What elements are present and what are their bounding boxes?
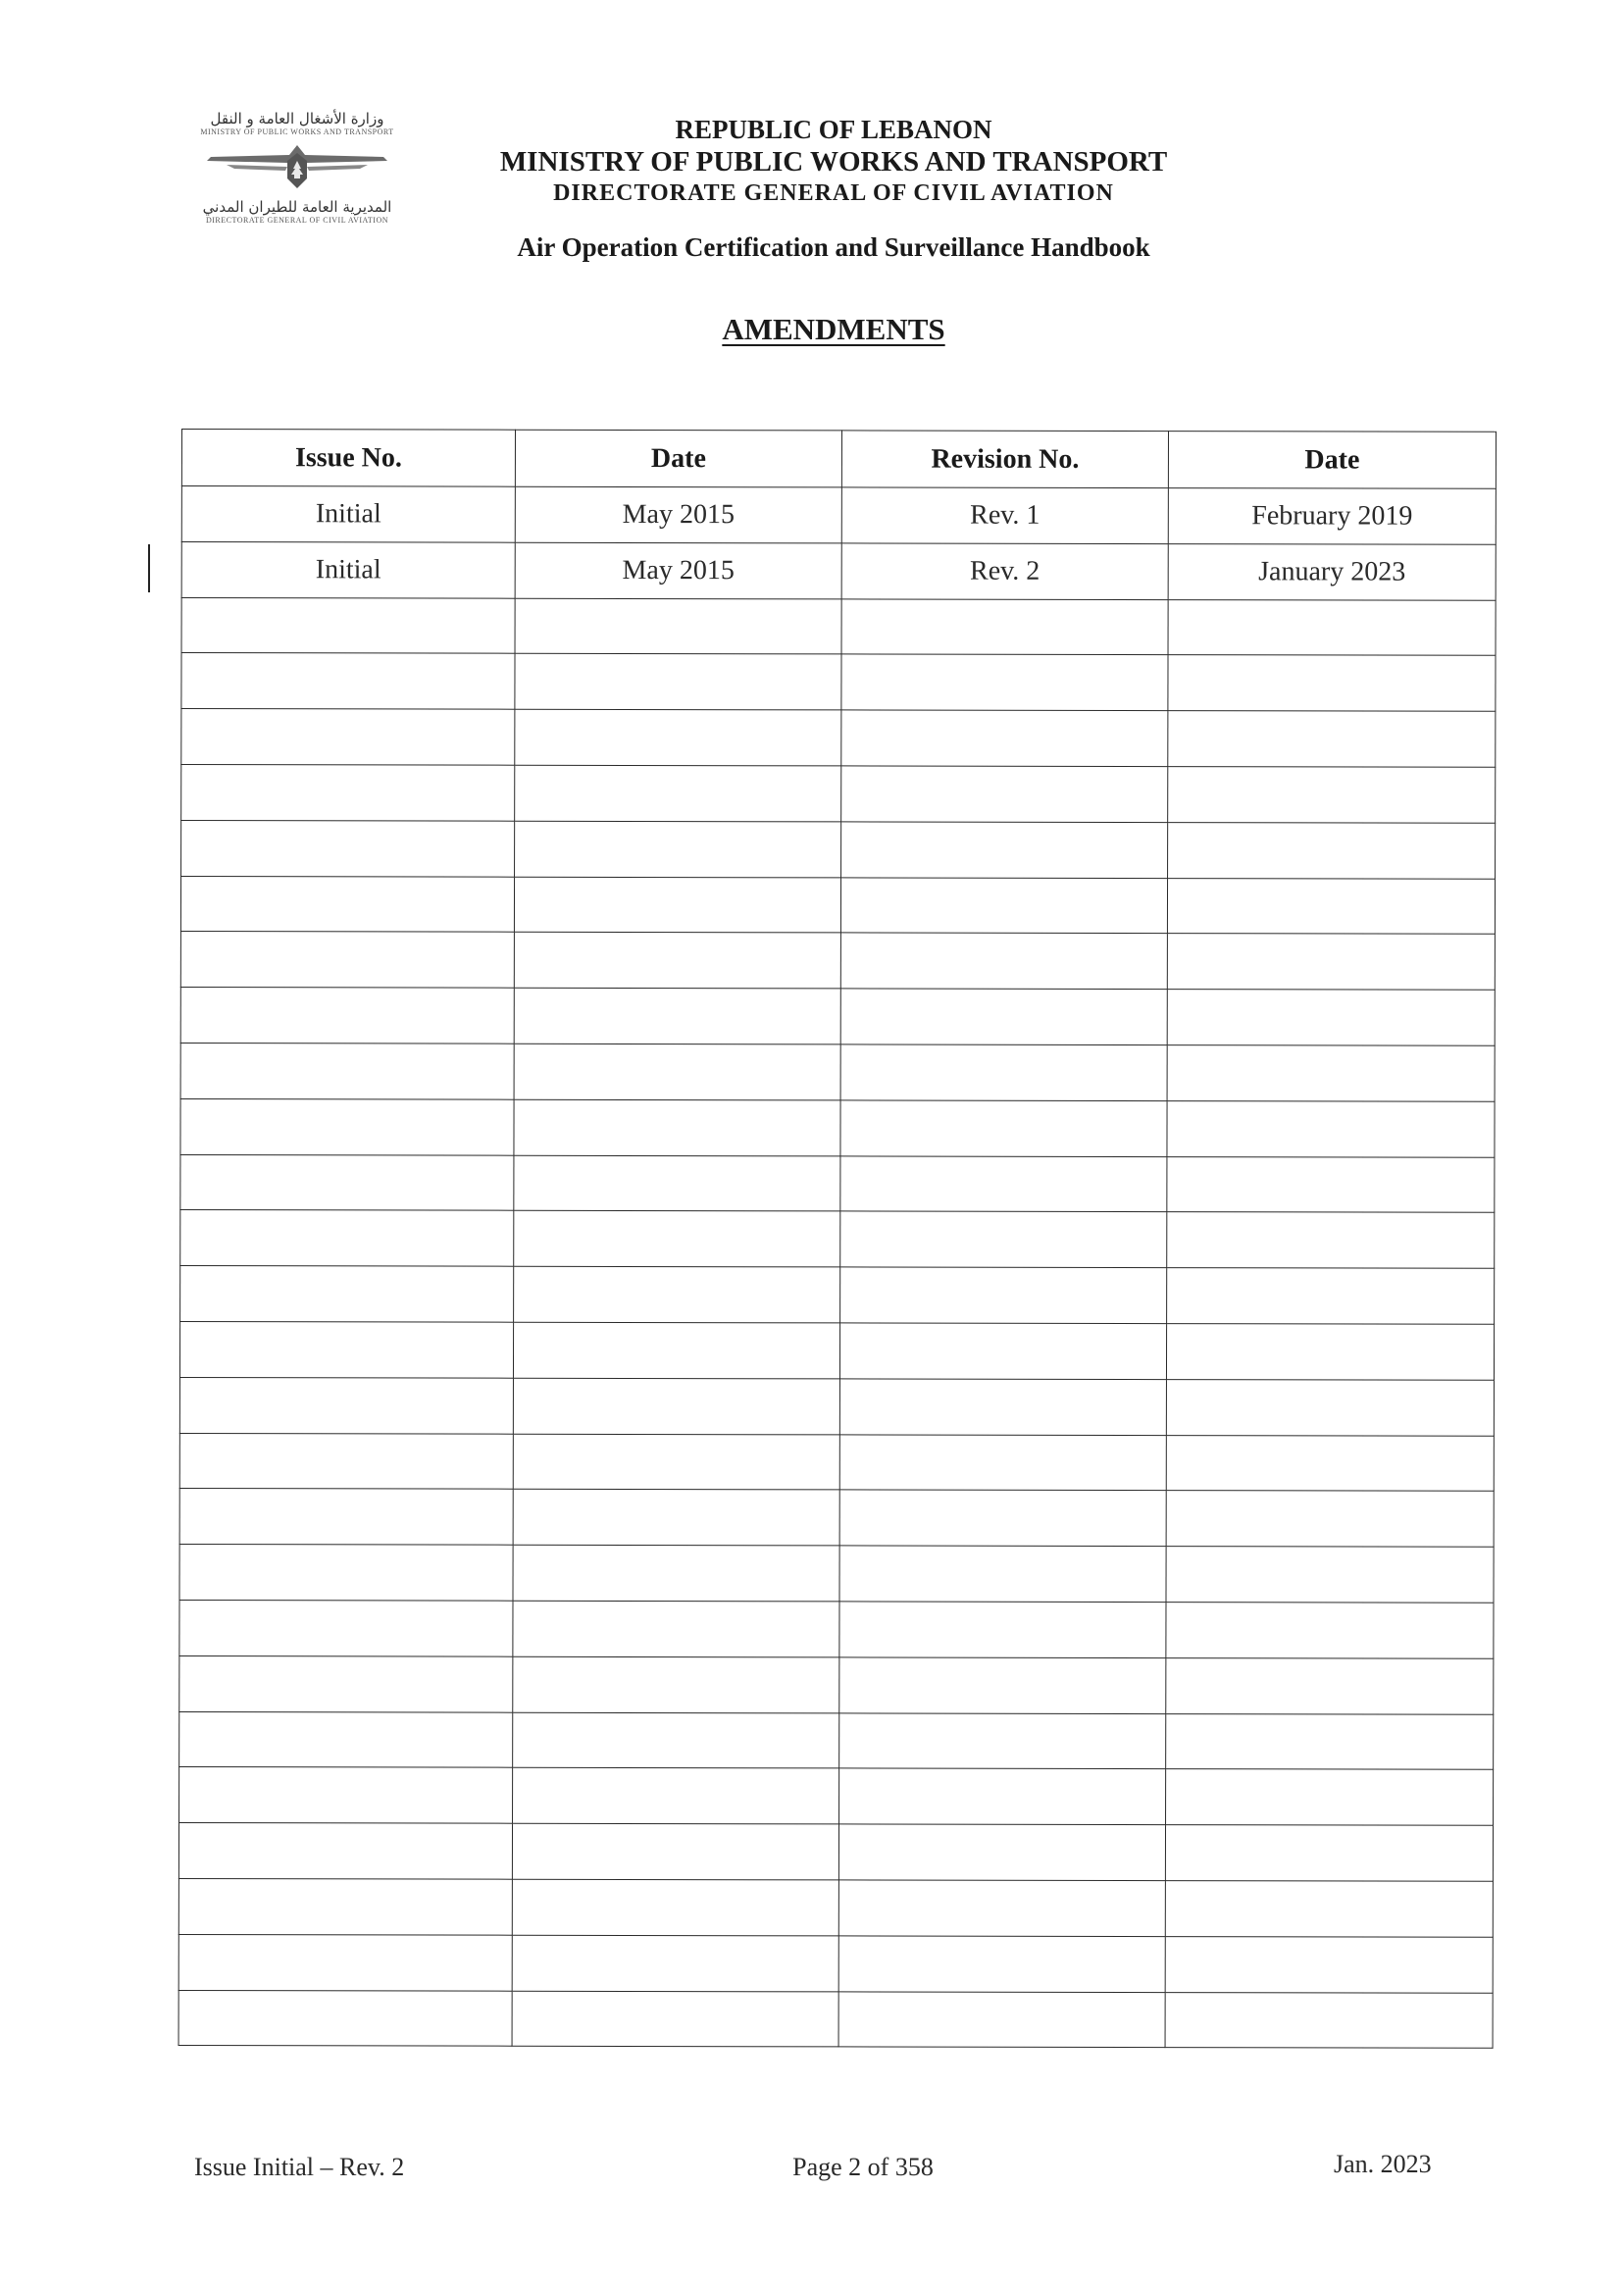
empty-cell	[514, 1044, 840, 1099]
table-row-empty	[181, 653, 1496, 712]
empty-cell	[1166, 1491, 1494, 1547]
empty-cell	[514, 1099, 840, 1155]
empty-cell	[838, 1880, 1165, 1936]
empty-cell	[841, 710, 1168, 766]
table-row-empty	[179, 1377, 1494, 1436]
table-row-empty	[180, 1154, 1495, 1213]
table-row-empty	[179, 1321, 1494, 1380]
empty-cell	[180, 1154, 514, 1211]
handbook-title: Air Operation Certification and Surveillance Handbook	[517, 232, 1150, 262]
empty-cell	[1168, 822, 1496, 878]
empty-cell	[839, 1323, 1166, 1379]
empty-cell	[838, 1991, 1165, 2047]
empty-cell	[512, 1823, 838, 1879]
empty-cell	[180, 1098, 514, 1155]
empty-cell	[841, 599, 1168, 655]
logo-latin-ministry: MINISTRY OF PUBLIC WORKS AND TRANSPORT	[200, 127, 394, 136]
empty-cell	[841, 766, 1168, 822]
empty-cell	[178, 1990, 512, 2047]
header-republic: REPUBLIC OF LEBANON	[675, 115, 992, 144]
empty-cell	[839, 1602, 1166, 1657]
table-row-empty	[178, 1823, 1493, 1882]
section-title	[451, 312, 1216, 347]
cell-issue-date: May 2015	[515, 486, 841, 542]
table-row-empty	[179, 1600, 1494, 1658]
empty-cell	[839, 1434, 1166, 1490]
table-row-empty	[180, 988, 1495, 1046]
empty-cell	[514, 933, 840, 989]
empty-cell	[1167, 1045, 1495, 1101]
empty-cell	[179, 1767, 513, 1824]
empty-cell	[1166, 1657, 1494, 1713]
empty-cell	[180, 1210, 514, 1267]
empty-cell	[515, 709, 841, 765]
empty-cell	[180, 988, 514, 1044]
empty-cell	[513, 1601, 839, 1656]
table-row-empty	[179, 1767, 1494, 1826]
table-row	[181, 486, 1496, 545]
empty-cell	[840, 1044, 1167, 1100]
empty-cell	[513, 1490, 839, 1546]
empty-cell	[181, 820, 515, 877]
empty-cell	[839, 1657, 1166, 1713]
empty-cell	[179, 1600, 513, 1656]
cell-revision-date: February 2019	[1168, 488, 1496, 544]
empty-cell	[1166, 1603, 1494, 1658]
empty-cell	[1168, 711, 1496, 767]
empty-cell	[513, 1322, 839, 1378]
empty-cell	[1166, 1713, 1494, 1769]
empty-cell	[515, 821, 841, 877]
empty-cell	[181, 653, 515, 710]
empty-cell	[515, 654, 841, 710]
table-row-empty	[181, 820, 1496, 879]
empty-cell	[514, 1266, 840, 1322]
empty-cell	[180, 932, 514, 989]
cell-issue-no: Initial	[181, 541, 515, 598]
empty-cell	[839, 1379, 1166, 1435]
column-header-issue-no: Issue No.	[181, 430, 515, 487]
empty-cell	[841, 822, 1168, 878]
empty-cell	[840, 1155, 1167, 1211]
header-ministry: MINISTRY OF PUBLIC WORKS AND TRANSPORT	[499, 146, 1168, 178]
empty-cell	[1165, 1825, 1493, 1881]
empty-cell	[515, 598, 841, 654]
footer-page-number: Page 2 of 358	[792, 2153, 934, 2181]
empty-cell	[179, 1377, 513, 1434]
empty-cell	[1167, 1268, 1495, 1324]
empty-cell	[178, 1934, 512, 1991]
empty-cell	[840, 933, 1167, 989]
empty-cell	[839, 1546, 1166, 1602]
footer-date: Jan. 2023	[1334, 2150, 1432, 2178]
empty-cell	[1167, 934, 1495, 990]
empty-cell	[513, 1434, 839, 1490]
empty-cell	[838, 1824, 1165, 1880]
table-row-empty	[179, 1711, 1494, 1770]
empty-cell	[512, 1991, 838, 2047]
change-bar	[148, 544, 150, 592]
empty-cell	[179, 1489, 513, 1546]
empty-cell	[1168, 655, 1496, 711]
empty-cell	[1166, 1379, 1494, 1435]
empty-cell	[513, 1656, 839, 1712]
table-row-empty	[180, 932, 1495, 991]
empty-cell	[515, 765, 841, 821]
table-header-row	[181, 430, 1496, 489]
empty-cell	[181, 597, 515, 654]
table-row-empty	[178, 1934, 1493, 1993]
empty-cell	[180, 1043, 514, 1099]
amendments-table-body	[178, 486, 1496, 2049]
empty-cell	[178, 1823, 512, 1880]
empty-cell	[1166, 1769, 1494, 1825]
empty-cell	[179, 1321, 513, 1378]
empty-cell	[514, 877, 840, 933]
column-header-revision-no: Revision No.	[841, 431, 1168, 488]
header-directorate: DIRECTORATE GENERAL OF CIVIL AVIATION	[553, 180, 1114, 206]
empty-cell	[180, 1266, 514, 1323]
empty-cell	[514, 988, 840, 1044]
table-row-empty	[180, 1210, 1495, 1269]
logo-arabic-ministry: وزارة الأشغال العامة و النقل	[210, 110, 384, 127]
empty-cell	[179, 1711, 513, 1768]
empty-cell	[840, 989, 1167, 1044]
empty-cell	[514, 1211, 840, 1267]
table-row-empty	[180, 1266, 1495, 1325]
empty-cell	[512, 1935, 838, 1991]
empty-cell	[839, 1490, 1166, 1546]
empty-cell	[1167, 990, 1495, 1045]
empty-cell	[1166, 1435, 1494, 1491]
empty-cell	[840, 1267, 1167, 1323]
empty-cell	[1166, 1547, 1494, 1603]
empty-cell	[1165, 1881, 1493, 1937]
empty-cell	[839, 1768, 1166, 1824]
cell-revision-no: Rev. 2	[841, 543, 1168, 599]
empty-cell	[513, 1378, 839, 1434]
empty-cell	[181, 709, 515, 766]
table-row-empty	[179, 1433, 1494, 1492]
section-title-text: AMENDMENTS	[722, 312, 945, 346]
table-row	[181, 541, 1496, 600]
empty-cell	[840, 877, 1167, 933]
empty-cell	[514, 1155, 840, 1211]
empty-cell	[513, 1712, 839, 1768]
table-row-empty	[181, 709, 1496, 768]
empty-cell	[1166, 1324, 1494, 1380]
cell-issue-date: May 2015	[515, 542, 841, 598]
empty-cell	[1167, 878, 1495, 934]
table-row-empty	[179, 1655, 1494, 1714]
empty-cell	[179, 1545, 513, 1602]
empty-cell	[1167, 1100, 1495, 1156]
column-header-revision-date: Date	[1168, 432, 1496, 489]
table-row-empty	[178, 1878, 1493, 1937]
table-row-empty	[180, 1043, 1495, 1101]
empty-cell	[839, 1712, 1166, 1768]
document-header	[451, 114, 1216, 263]
empty-cell	[1165, 1936, 1493, 1992]
empty-cell	[1165, 1992, 1493, 2048]
table-row-empty	[179, 1489, 1494, 1548]
footer-issue: Issue Initial – Rev. 2	[194, 2153, 405, 2181]
empty-cell	[512, 1879, 838, 1935]
empty-cell	[841, 654, 1168, 710]
cell-revision-no: Rev. 1	[841, 487, 1168, 543]
empty-cell	[513, 1768, 839, 1824]
table-row-empty	[181, 597, 1496, 656]
empty-cell	[1168, 767, 1496, 823]
cell-issue-no: Initial	[181, 486, 515, 543]
column-header-date: Date	[515, 430, 841, 487]
table-row-empty	[181, 764, 1496, 823]
empty-cell	[1168, 599, 1496, 655]
empty-cell	[178, 1878, 512, 1935]
table-row-empty	[180, 876, 1495, 935]
empty-cell	[180, 876, 514, 933]
logo-latin-directorate: DIRECTORATE GENERAL OF CIVIL AVIATION	[205, 216, 389, 225]
empty-cell	[840, 1100, 1167, 1156]
empty-cell	[513, 1545, 839, 1601]
amendments-table	[178, 429, 1497, 2049]
amendments-table-wrap	[178, 429, 1496, 2049]
empty-cell	[179, 1655, 513, 1712]
empty-cell	[179, 1433, 513, 1490]
table-row-empty	[178, 1990, 1493, 2049]
table-row-empty	[180, 1098, 1495, 1157]
cell-revision-date: January 2023	[1168, 543, 1496, 599]
empty-cell	[838, 1936, 1165, 1992]
winged-emblem-icon	[199, 139, 395, 194]
empty-cell	[181, 764, 515, 821]
empty-cell	[1167, 1156, 1495, 1212]
dgca-logo	[165, 110, 430, 257]
table-row-empty	[179, 1545, 1494, 1604]
empty-cell	[840, 1211, 1167, 1267]
empty-cell	[1167, 1212, 1495, 1268]
logo-arabic-directorate: المديرية العامة للطيران المدني	[202, 198, 392, 216]
